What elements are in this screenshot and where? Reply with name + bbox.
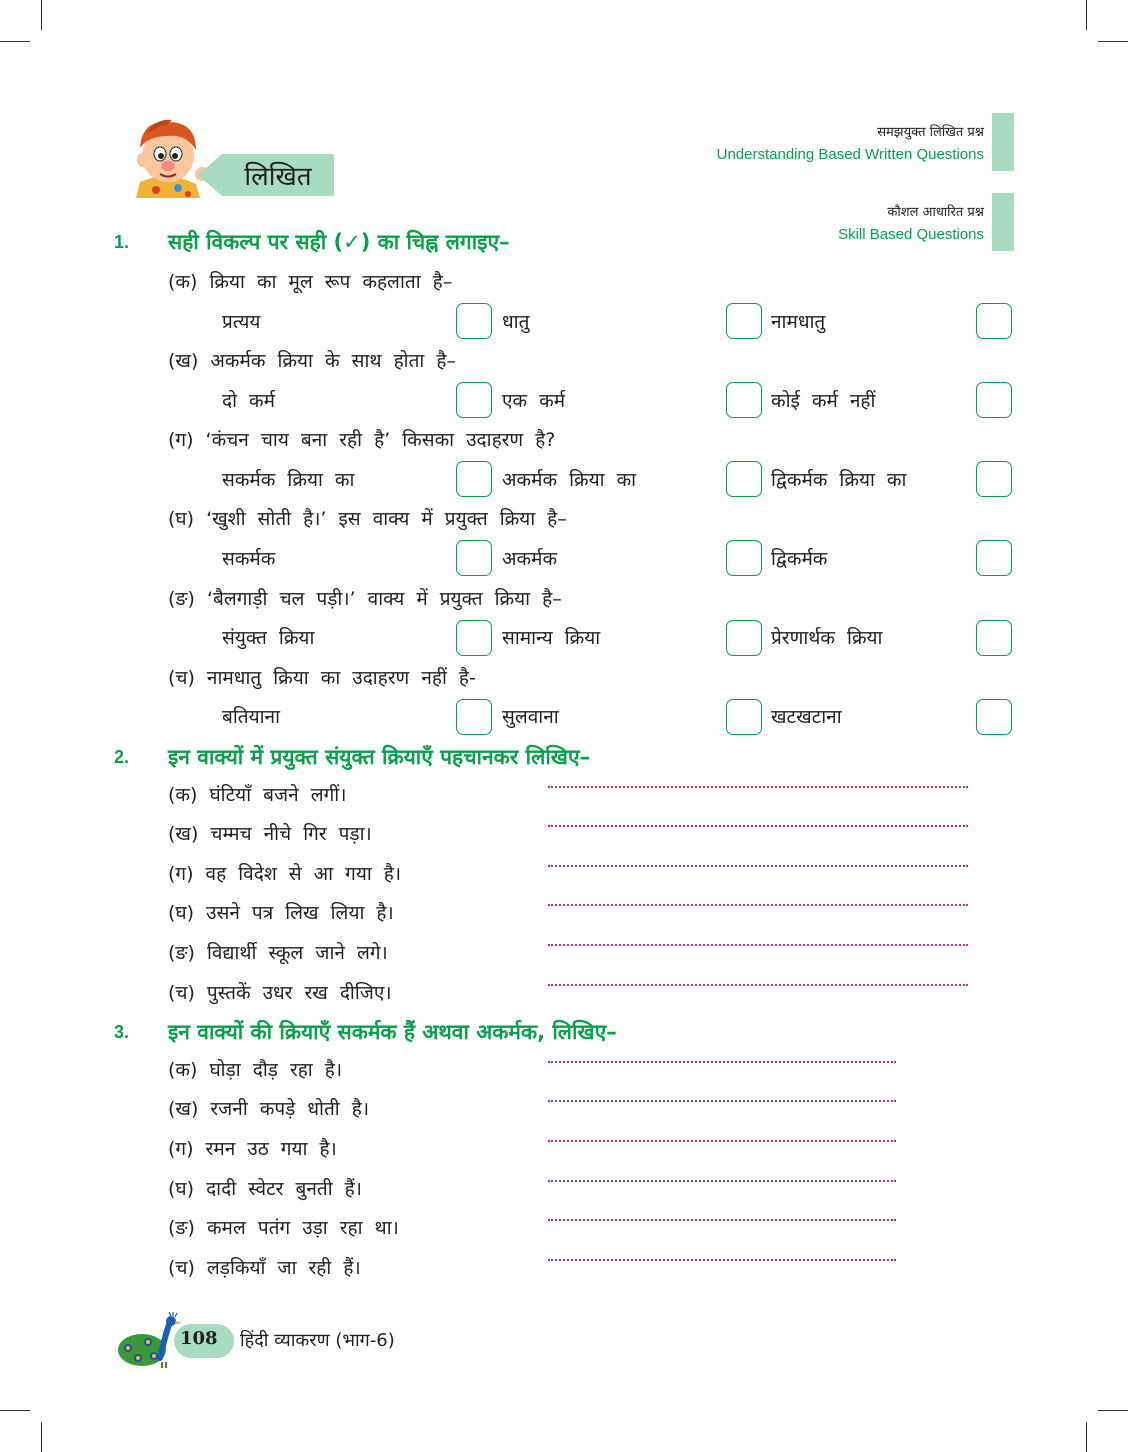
- mcq-option: प्रत्यय: [222, 311, 261, 333]
- question-type-hindi: समझयुक्त लिखित प्रश्न: [877, 125, 984, 140]
- mcq-option: द्विकर्मक: [771, 548, 828, 570]
- page-number: 108: [180, 1328, 218, 1349]
- option-checkbox[interactable]: [456, 540, 492, 576]
- type-bar: [992, 113, 1014, 171]
- option-checkbox[interactable]: [726, 303, 762, 339]
- option-checkbox[interactable]: [726, 382, 762, 418]
- answer-line[interactable]: [548, 786, 968, 788]
- answer-line[interactable]: [548, 1180, 896, 1182]
- question-type-english: Understanding Based Written Questions: [716, 146, 984, 163]
- peacock-icon: [116, 1312, 188, 1368]
- question-type-understanding: [717, 122, 984, 163]
- book-title: हिंदी व्याकरण (भाग-6): [240, 1330, 395, 1351]
- mcq-option: संयुक्त क्रिया: [222, 627, 315, 649]
- mcq-prompt: (घ) ‘खुशी सोती है।’ इस वाक्य में प्रयुक्त क्रिया है–: [168, 508, 567, 530]
- sentence-item: (च) लड़कियाँ जा रही हैं।: [168, 1257, 361, 1279]
- question-type-skill: [838, 202, 984, 243]
- crop-mark: [0, 41, 30, 42]
- option-checkbox[interactable]: [976, 303, 1012, 339]
- question-number: 3.: [114, 1022, 130, 1042]
- sentence-item: (ङ) विद्यार्थी स्कूल जाने लगे।: [168, 942, 388, 964]
- answer-line[interactable]: [548, 1061, 896, 1063]
- question-title: इन वाक्यों में प्रयुक्त संयुक्त क्रियाएँ पहचानकर लिखिए–: [168, 745, 591, 769]
- sentence-item: (च) पुस्तकें उधर रख दीजिए।: [168, 982, 392, 1004]
- mcq-prompt: (ग) ‘कंचन चाय बना रही है’ किसका उदाहरण है?: [168, 429, 556, 451]
- option-checkbox[interactable]: [456, 699, 492, 735]
- question-number: 1.: [114, 232, 130, 252]
- crop-mark: [1086, 1422, 1087, 1452]
- section-badge: [222, 154, 334, 196]
- mcq-prompt: (ङ) ‘बैलगाड़ी चल पड़ी।’ वाक्य में प्रयुक्त क्रिया है–: [168, 588, 562, 610]
- crop-mark: [1098, 1410, 1128, 1411]
- option-checkbox[interactable]: [976, 620, 1012, 656]
- mcq-option: प्रेरणार्थक क्रिया: [771, 627, 883, 649]
- answer-line[interactable]: [548, 1100, 896, 1102]
- question-type-hindi: कौशल आधारित प्रश्न: [887, 205, 984, 220]
- mcq-option: बतियाना: [222, 706, 281, 728]
- mcq-option: दो कर्म: [222, 390, 276, 412]
- question-title: सही विकल्प पर सही (✓) का चिह्न लगाइए–: [168, 230, 510, 254]
- answer-line[interactable]: [548, 904, 968, 906]
- option-checkbox[interactable]: [456, 382, 492, 418]
- answer-line[interactable]: [548, 825, 968, 827]
- crop-mark: [1098, 41, 1128, 42]
- section-badge-label: लिखित: [244, 162, 312, 192]
- mcq-prompt: (ख) अकर्मक क्रिया के साथ होता है–: [168, 350, 456, 372]
- mcq-prompt: (क) क्रिया का मूल रूप कहलाता है–: [168, 271, 453, 293]
- question-type-english: Skill Based Questions: [838, 226, 984, 243]
- sentence-item: (घ) उसने पत्र लिख लिया है।: [168, 902, 394, 924]
- crop-mark: [41, 0, 42, 30]
- mcq-option: सकर्मक: [222, 548, 276, 570]
- sentence-item: (ग) वह विदेश से आ गया है।: [168, 863, 402, 885]
- option-checkbox[interactable]: [456, 620, 492, 656]
- option-checkbox[interactable]: [726, 620, 762, 656]
- mcq-option: अकर्मक: [502, 548, 558, 570]
- answer-line[interactable]: [548, 944, 968, 946]
- type-bar: [992, 193, 1014, 251]
- sentence-item: (घ) दादी स्वेटर बुनती हैं।: [168, 1178, 362, 1200]
- mcq-prompt: (च) नामधातु क्रिया का उदाहरण नहीं है-: [168, 667, 476, 689]
- answer-line[interactable]: [548, 1259, 896, 1261]
- mcq-option: धातु: [502, 311, 530, 333]
- question-title: इन वाक्यों की क्रियाएँ सकर्मक हैं अथवा अकर्मक, लिखिए–: [168, 1020, 617, 1044]
- mcq-option: कोई कर्म नहीं: [771, 390, 876, 412]
- answer-line[interactable]: [548, 984, 968, 986]
- question-number: 2.: [114, 747, 130, 767]
- answer-line[interactable]: [548, 1219, 896, 1221]
- sentence-item: (ख) रजनी कपड़े धोती है।: [168, 1098, 370, 1120]
- answer-line[interactable]: [548, 865, 968, 867]
- option-checkbox[interactable]: [456, 461, 492, 497]
- sentence-item: (ङ) कमल पतंग उड़ा रहा था।: [168, 1217, 399, 1239]
- mcq-option: खटखटाना: [771, 706, 842, 728]
- answer-line[interactable]: [548, 1140, 896, 1142]
- crop-mark: [1086, 0, 1087, 30]
- sentence-item: (ख) चम्मच नीचे गिर पड़ा।: [168, 823, 372, 845]
- sentence-item: (क) घोड़ा दौड़ रहा है।: [168, 1059, 343, 1081]
- option-checkbox[interactable]: [726, 540, 762, 576]
- mcq-option: द्विकर्मक क्रिया का: [771, 469, 907, 491]
- mcq-option: सकर्मक क्रिया का: [222, 469, 355, 491]
- mcq-option: अकर्मक क्रिया का: [502, 469, 637, 491]
- mcq-option: सुलवाना: [502, 706, 559, 728]
- option-checkbox[interactable]: [976, 461, 1012, 497]
- mcq-option: एक कर्म: [502, 390, 566, 412]
- option-checkbox[interactable]: [726, 699, 762, 735]
- mcq-option: नामधातु: [771, 311, 826, 333]
- option-checkbox[interactable]: [456, 303, 492, 339]
- sentence-item: (ग) रमन उठ गया है।: [168, 1138, 337, 1160]
- badge-pointer: [198, 154, 222, 196]
- crop-mark: [41, 1422, 42, 1452]
- option-checkbox[interactable]: [976, 540, 1012, 576]
- option-checkbox[interactable]: [726, 461, 762, 497]
- option-checkbox[interactable]: [976, 382, 1012, 418]
- sentence-item: (क) घंटियाँ बजने लगीं।: [168, 784, 347, 806]
- option-checkbox[interactable]: [976, 699, 1012, 735]
- mcq-option: सामान्य क्रिया: [502, 627, 601, 649]
- crop-mark: [0, 1410, 30, 1411]
